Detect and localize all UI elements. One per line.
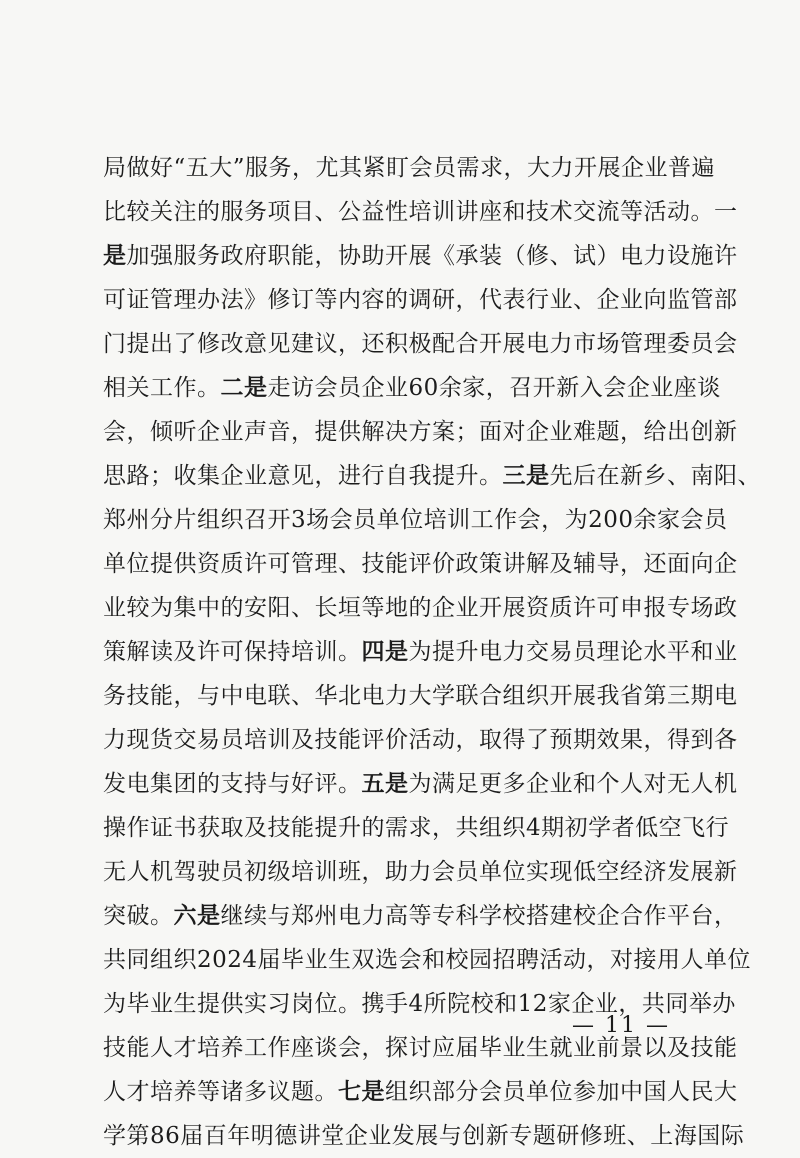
item-marker: 二是 [220, 374, 268, 401]
text-line: 局做好“五大”服务，尤其紧盯会员需求，大力开展企业普遍 [103, 155, 716, 181]
text-line: 务技能，与中电联、华北电力大学联合组织开展我省第三期电 [103, 683, 738, 709]
item-marker: 五是 [361, 770, 409, 797]
text-line: 思路；收集企业意见，进行自我提升。三是先后在新乡、南阳、 [103, 462, 761, 489]
text-line: 力现货交易员培训及技能评价活动，取得了预期效果，得到各 [103, 727, 738, 753]
text-line: 突破。六是继续与郑州电力高等专科学校搭建校企合作平台， [103, 902, 738, 929]
text-line: 会，倾听企业声音，提供解决方案；面对企业难题，给出创新 [103, 419, 738, 445]
item-marker: 七是 [338, 1078, 385, 1105]
text-line: 人才培养等诸多议题。七是组织部分会员单位参加中国人民大 [103, 1078, 738, 1105]
text-line: 发电集团的支持与好评。五是为满足更多企业和个人对无人机 [103, 770, 738, 797]
body-text [103, 146, 761, 1158]
text-line: 业较为集中的安阳、长垣等地的企业开展资质许可申报专场政 [103, 595, 738, 621]
text-line: 无人机驾驶员初级培训班，助力会员单位实现低空经济发展新 [103, 859, 738, 885]
text-line: 是加强服务政府职能，协助开展《承装（修、试）电力设施许 [103, 242, 738, 269]
text-line: 门提出了修改意见建议，还积极配合开展电力市场管理委员会 [103, 331, 738, 357]
item-marker: 三是 [502, 462, 550, 489]
text-line: 可证管理办法》修订等内容的调研，代表行业、企业向监管部 [103, 287, 738, 313]
text-line: 技能人才培养工作座谈会，探讨应届毕业生就业前景以及技能 [103, 1035, 738, 1061]
text-line: 为毕业生提供实习岗位。携手4所院校和12家企业，共同举办 [103, 991, 736, 1017]
text-line: 比较关注的服务项目、公益性培训讲座和技术交流等活动。一 [103, 199, 738, 225]
item-marker: 四是 [361, 638, 409, 665]
text-line: 相关工作。二是走访会员企业60余家，召开新入会企业座谈 [103, 374, 721, 401]
text-line: 单位提供资质许可管理、技能评价政策讲解及辅导，还面向企 [103, 551, 738, 577]
page-number: — 11 — [572, 1013, 670, 1038]
item-marker: 六是 [173, 902, 221, 929]
text-line: 策解读及许可保持培训。四是为提升电力交易员理论水平和业 [103, 638, 738, 665]
item-marker: 是 [103, 242, 127, 269]
text-line: 操作证书获取及技能提升的需求，共组织4期初学者低空飞行 [103, 815, 730, 841]
text-line: 郑州分片组织召开3场会员单位培训工作会，为200余家会员 [103, 507, 728, 533]
text-line: 共同组织2024届毕业生双选会和校园招聘活动，对接用人单位 [103, 947, 752, 973]
text-line: 学第86届百年明德讲堂企业发展与创新专题研修班、上海国际 [103, 1123, 745, 1149]
